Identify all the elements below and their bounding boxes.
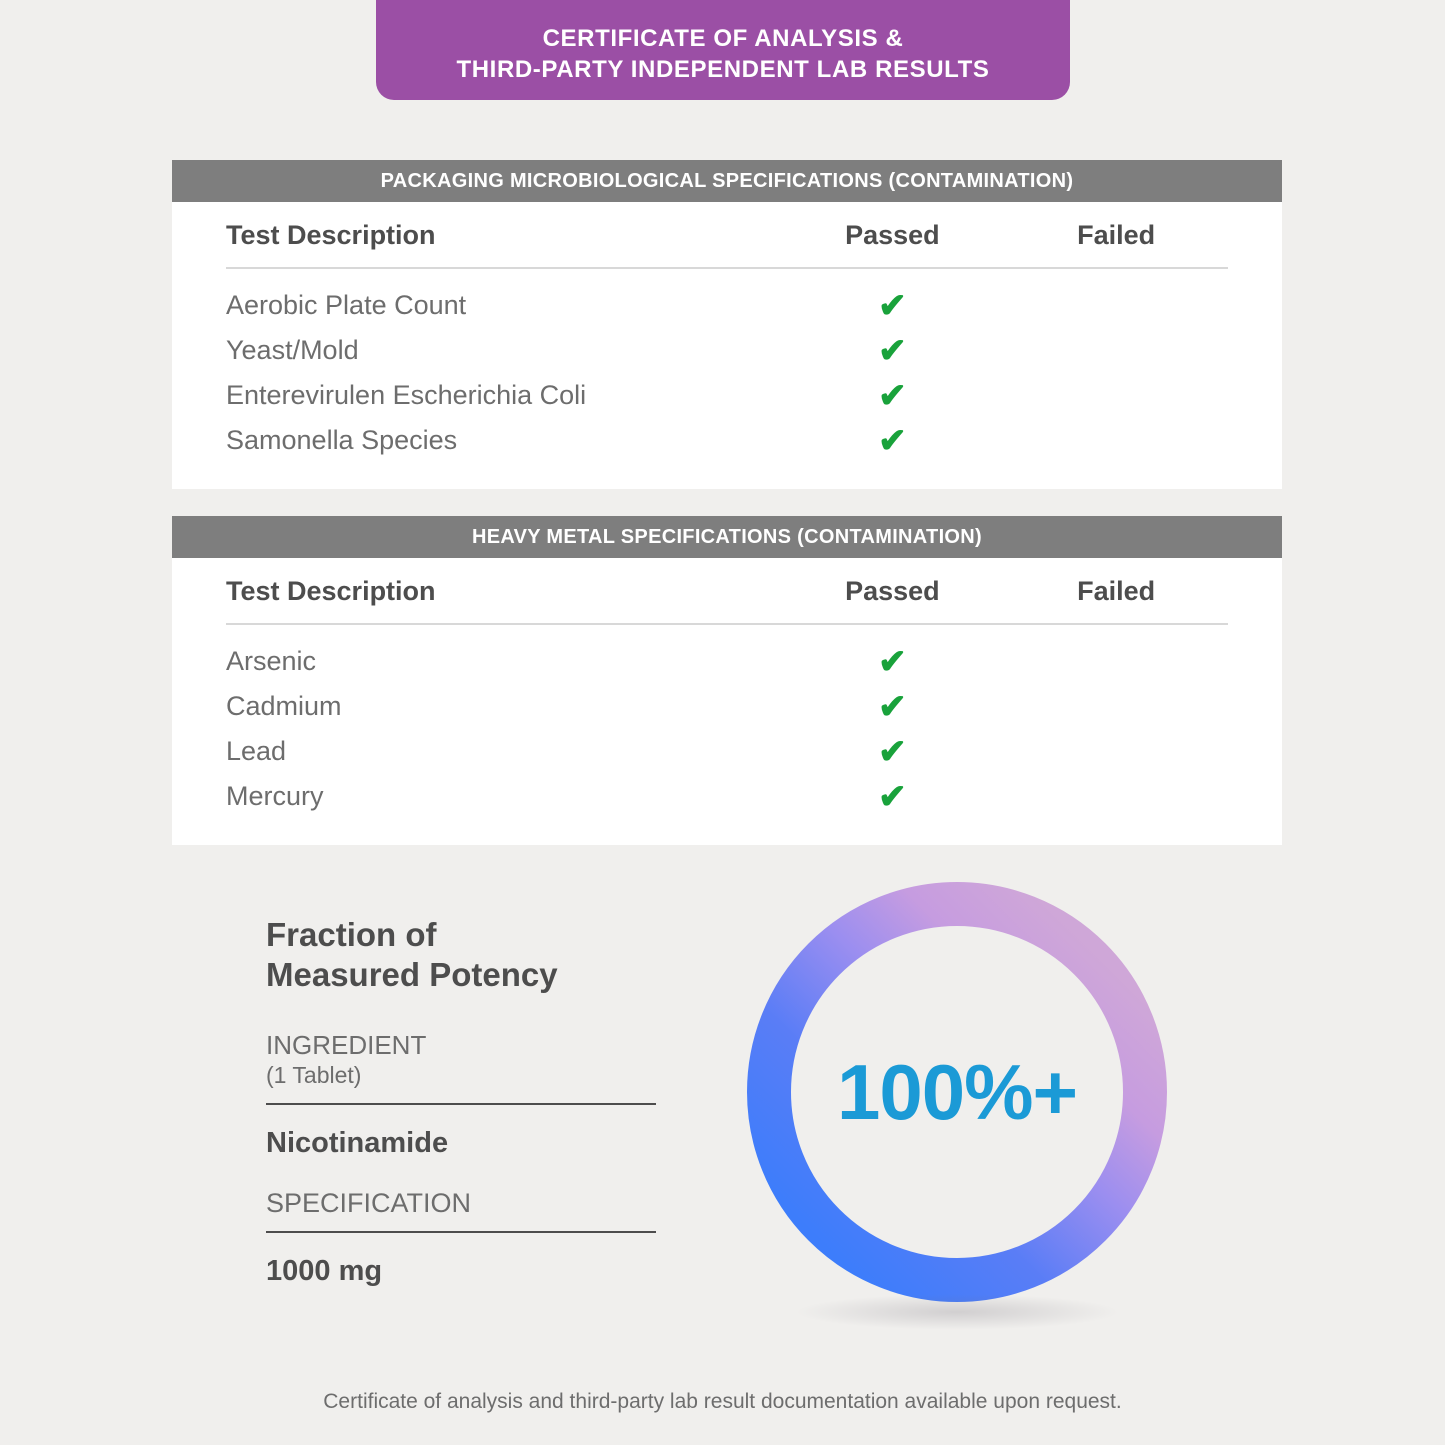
certificate-banner [376,0,1070,100]
test-description: Cadmium [226,691,342,721]
banner-text [456,23,989,86]
check-icon: ✔ [878,331,907,370]
microbiological-table [172,160,1282,489]
check-icon: ✔ [878,376,907,415]
check-icon: ✔ [878,732,907,771]
check-icon: ✔ [878,642,907,681]
specification-value: 1000 mg [266,1254,383,1287]
check-icon: ✔ [878,421,907,460]
ingredient-name: Nicotinamide [266,1126,449,1159]
table-row [226,373,1228,418]
banner-line-1: CERTIFICATE OF ANALYSIS & [542,24,904,52]
check-icon: ✔ [878,777,907,816]
column-header-failed: Failed [1077,220,1156,250]
specification-label: SPECIFICATION [266,1187,472,1218]
footer-note: Certificate of analysis and third-party lab result documentation available upon request. [323,1390,1122,1413]
column-header-description: Test Description [226,220,436,250]
microbiological-table-body [172,202,1282,489]
test-description: Arsenic [226,646,317,676]
table-row [226,418,1228,463]
heavy-metal-table-header [172,516,1282,558]
table-column-headers [226,576,1228,625]
test-description: Aerobic Plate Count [226,290,467,320]
heavy-metal-table [172,516,1282,845]
table-column-headers [226,220,1228,269]
heavy-metal-table-body [172,558,1282,845]
ingredient-label: INGREDIENT [266,1029,427,1060]
gauge-value: 100%+ [836,1047,1078,1136]
potency-title [266,915,666,996]
banner-line-2: THIRD-PARTY INDEPENDENT LAB RESULTS [456,56,990,84]
column-header-passed: Passed [845,576,940,606]
table-row [226,729,1228,774]
check-icon: ✔ [878,286,907,325]
divider [266,1103,656,1105]
column-header-failed: Failed [1077,576,1156,606]
heavy-metal-table-title: HEAVY METAL SPECIFICATIONS (CONTAMINATION) [471,525,982,548]
potency-gauge [737,872,1177,1312]
column-header-passed: Passed [845,220,940,250]
potency-title-line-1: Fraction of [266,916,437,953]
test-description: Lead [226,736,287,766]
table-row [226,639,1228,684]
table-row [226,328,1228,373]
microbiological-table-title: PACKAGING MICROBIOLOGICAL SPECIFICATIONS (CONTAMINATION) [380,169,1074,192]
test-description: Enterevirulen Escherichia Coli [226,380,587,410]
test-description: Samonella Species [226,425,458,455]
potency-title-line-2: Measured Potency [266,956,558,994]
column-header-description: Test Description [226,576,436,606]
test-description: Mercury [226,781,324,811]
potency-panel [266,915,666,1288]
microbiological-table-header [172,160,1282,202]
table-row [226,684,1228,729]
divider [266,1231,656,1233]
test-description: Yeast/Mold [226,335,359,365]
check-icon: ✔ [878,687,907,726]
table-row [226,283,1228,328]
table-row [226,774,1228,819]
ingredient-sublabel: (1 Tablet) [266,1061,362,1088]
